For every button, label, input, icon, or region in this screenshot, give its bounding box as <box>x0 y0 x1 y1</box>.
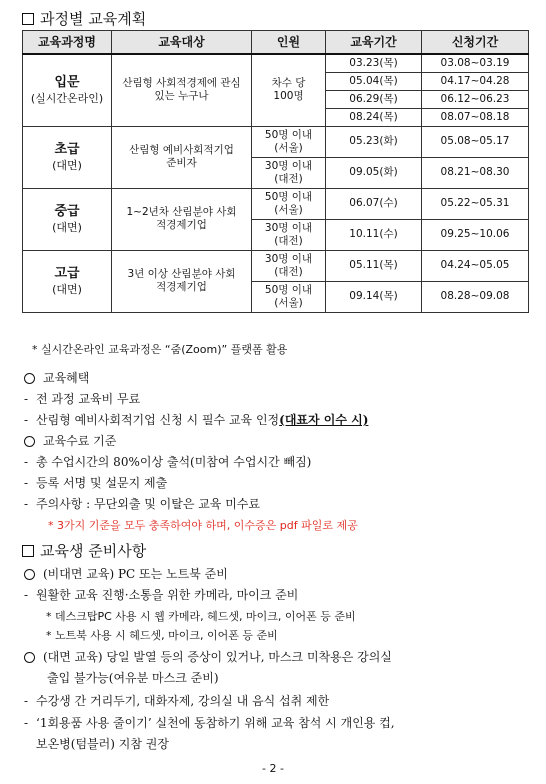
prep-offline-heading: (대면 교육) 당일 발열 등의 증상이 있거나, 마스크 미착용은 강의실 <box>24 648 392 665</box>
count-cell: 50명 이내 (서울) <box>252 188 326 219</box>
count-cell: 30명 이내 (대전) <box>252 157 326 188</box>
period-cell: 06.29(목) <box>326 90 422 108</box>
header-apply: 신청기간 <box>422 31 529 55</box>
apply-cell: 05.08~05.17 <box>422 126 529 157</box>
list-subitem: * 노트북 사용 시 헤드셋, 마이크, 이어폰 등 준비 <box>46 629 278 642</box>
list-item-cont: 보온병(텀블러) 지참 권장 <box>36 737 169 751</box>
section-title: 과정별 교육계획 <box>40 10 147 28</box>
period-cell: 08.24(목) <box>326 108 422 126</box>
header-count: 인원 <box>252 31 326 55</box>
period-cell: 05.11(목) <box>326 250 422 281</box>
apply-cell: 03.08~03.19 <box>422 54 529 72</box>
period-cell: 03.23(목) <box>326 54 422 72</box>
count-cell: 50명 이내 (서울) <box>252 126 326 157</box>
list-item: - 원활한 교육 진행·소통을 위한 카메라, 마이크 준비 <box>24 588 299 602</box>
table-row <box>23 126 529 157</box>
count-intro: 차수 당 100명 <box>252 54 326 126</box>
apply-cell: 04.17~04.28 <box>422 72 529 90</box>
table-row <box>23 54 529 72</box>
apply-cell: 08.28~09.08 <box>422 281 529 312</box>
representative-emphasis: (대표자 이수 시) <box>279 413 369 427</box>
table-header-row <box>23 31 529 55</box>
course-middle: 중급 (대면) <box>23 188 112 250</box>
apply-cell: 08.07~08.18 <box>422 108 529 126</box>
period-cell: 06.07(수) <box>326 188 422 219</box>
count-cell: 50명 이내 (서울) <box>252 281 326 312</box>
prep-online-heading: (비대면 교육) PC 또는 노트북 준비 <box>24 565 228 582</box>
target-middle: 1~2년차 산림분야 사회적경제기업 <box>112 188 252 250</box>
checkbox-square-icon <box>22 545 34 557</box>
checkbox-square-icon <box>22 13 34 25</box>
circle-bullet-icon <box>24 436 35 447</box>
apply-cell: 05.22~05.31 <box>422 188 529 219</box>
period-cell: 09.14(목) <box>326 281 422 312</box>
list-item: - 산림형 예비사회적기업 신청 시 필수 교육 인정(대표자 이수 시) <box>24 413 369 427</box>
target-basic: 산림형 예비사회적기업 준비자 <box>112 126 252 188</box>
apply-cell: 09.25~10.06 <box>422 219 529 250</box>
apply-cell: 04.24~05.05 <box>422 250 529 281</box>
table-row <box>23 188 529 219</box>
apply-cell: 06.12~06.23 <box>422 90 529 108</box>
circle-bullet-icon <box>24 373 35 384</box>
circle-bullet-icon <box>24 569 35 580</box>
list-item: - 전 과정 교육비 무료 <box>24 392 141 406</box>
count-cell: 30명 이내 (대전) <box>252 250 326 281</box>
header-course: 교육과정명 <box>23 31 112 55</box>
schedule-table <box>22 30 529 313</box>
header-target: 교육대상 <box>112 31 252 55</box>
list-item: - 총 수업시간의 80%이상 출석(미참여 수업시간 빼짐) <box>24 455 312 469</box>
list-item: - 수강생 간 거리두기, 대화자제, 강의실 내 음식 섭취 제한 <box>24 694 330 708</box>
course-intro: 입문 (실시간온라인) <box>23 54 112 126</box>
list-item: - ‘1회용품 사용 줄이기’ 실천에 동참하기 위해 교육 참석 시 개인용 컵, <box>24 716 395 730</box>
period-cell: 10.11(수) <box>326 219 422 250</box>
section-title: 교육생 준비사항 <box>40 542 147 560</box>
table-row <box>23 250 529 281</box>
circle-bullet-icon <box>24 652 35 663</box>
list-subitem: * 데스크탑PC 사용 시 웹 카메라, 헤드셋, 마이크, 이어폰 등 준비 <box>46 610 356 623</box>
course-advanced: 고급 (대면) <box>23 250 112 312</box>
course-basic: 초급 (대면) <box>23 126 112 188</box>
period-cell: 09.05(화) <box>326 157 422 188</box>
completion-heading: 교육수료 기준 <box>24 432 116 449</box>
benefits-heading: 교육혜택 <box>24 369 89 386</box>
apply-cell: 08.21~08.30 <box>422 157 529 188</box>
page-number: - 2 - <box>262 762 284 775</box>
list-item: - 주의사항 : 무단외출 및 이탈은 교육 미수료 <box>24 497 260 511</box>
completion-red-note: * 3가지 기준을 모두 충족하여야 하며, 이수증은 pdf 파일로 제공 <box>48 519 358 532</box>
list-item: - 등록 서명 및 설문지 제출 <box>24 476 168 490</box>
period-cell: 05.23(화) <box>326 126 422 157</box>
count-cell: 30명 이내 (대전) <box>252 219 326 250</box>
section-header-prep <box>22 540 146 561</box>
target-advanced: 3년 이상 산림분야 사회적경제기업 <box>112 250 252 312</box>
header-period: 교육기간 <box>326 31 422 55</box>
zoom-note: * 실시간온라인 교육과정은 “줌(Zoom)” 플랫폼 활용 <box>32 343 288 356</box>
period-cell: 05.04(목) <box>326 72 422 90</box>
target-intro: 산림형 사회적경제에 관심 있는 누구나 <box>112 54 252 126</box>
prep-offline-heading-cont: 출입 불가능(여유분 마스크 준비) <box>47 671 219 685</box>
section-header-plan <box>22 8 146 29</box>
